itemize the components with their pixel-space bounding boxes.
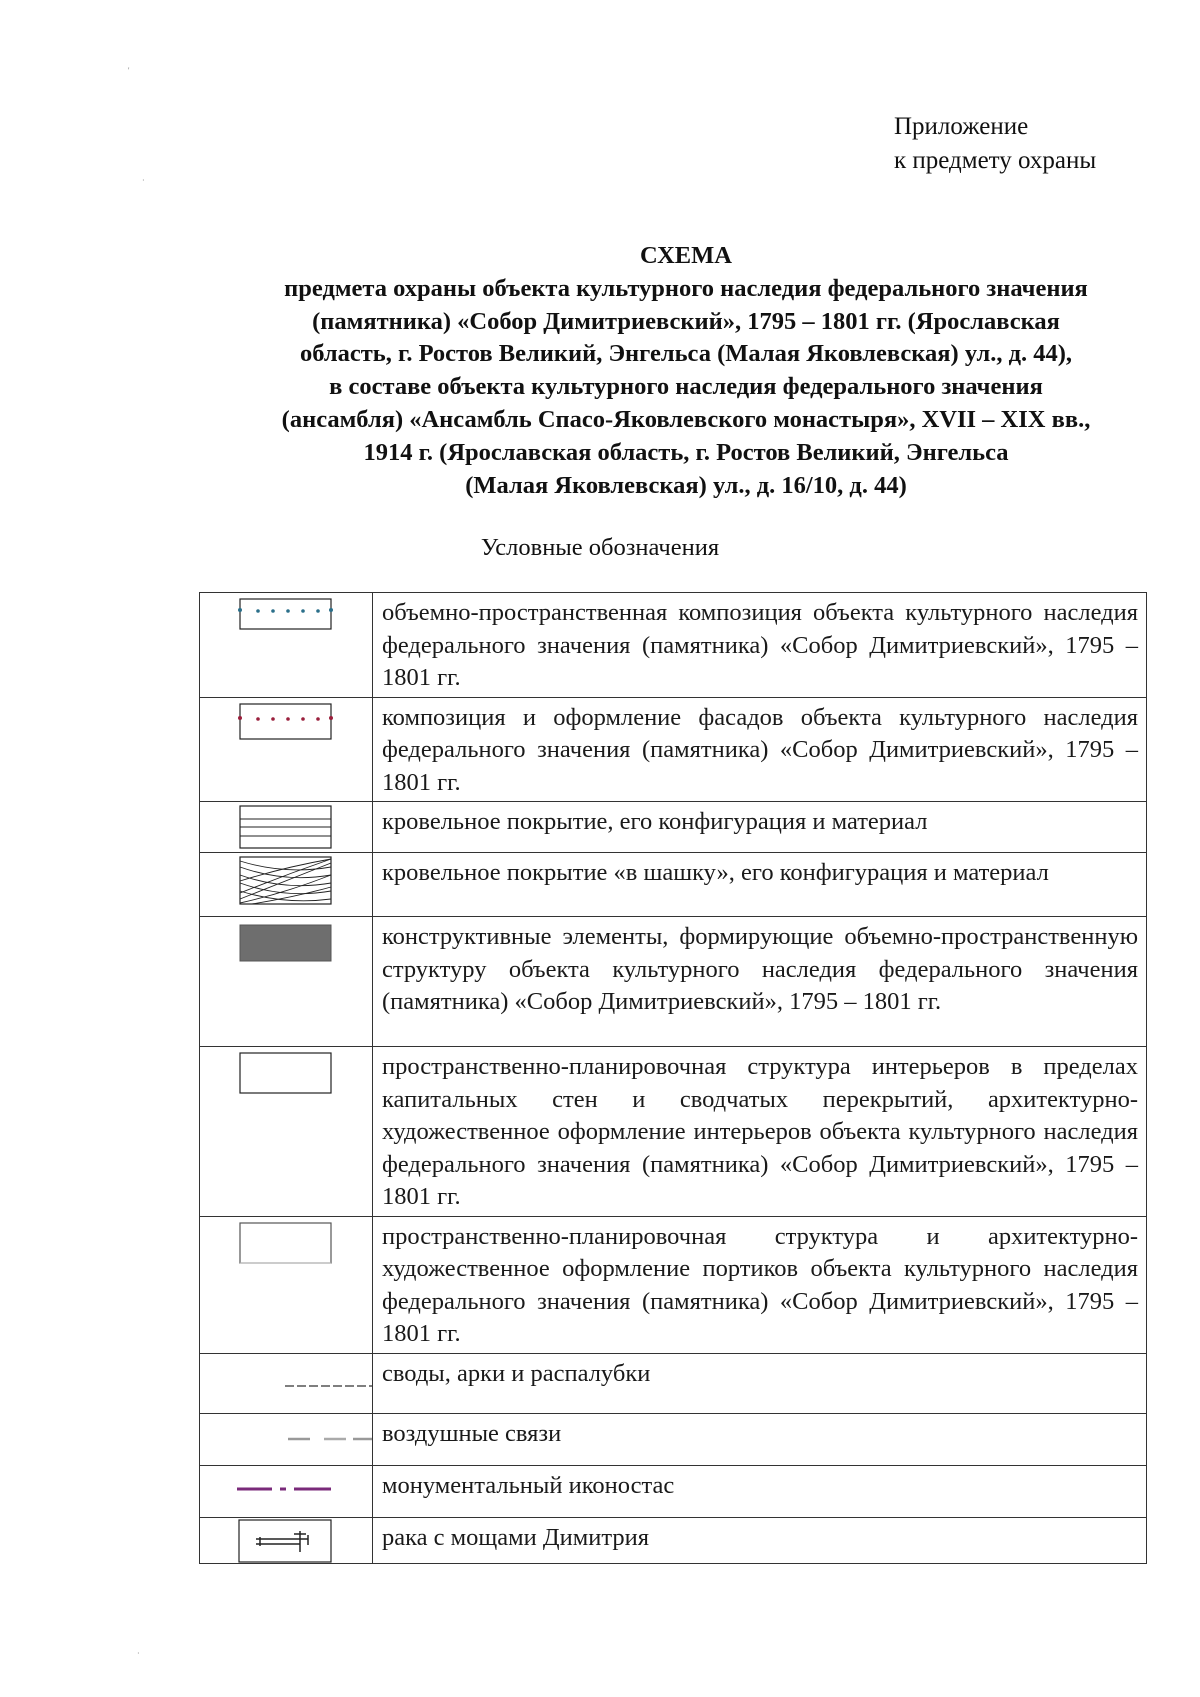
legend-symbol-cell [200, 1047, 373, 1217]
title-line: (памятника) «Собор Димитриевский», 1795 – 1801 гг. (Ярославская [312, 307, 1060, 335]
title-line: (Малая Яковлевская) ул., д. 16/10, д. 44) [465, 471, 907, 499]
title-line: в составе объекта культурного наследия федерального значения [329, 373, 1043, 401]
legend-symbol-cell [200, 1216, 373, 1353]
light-box-icon [200, 1217, 372, 1348]
title-line: 1914 г. (Ярославская область, г. Ростов Великий, Энгельса [363, 438, 1009, 466]
appendix-line-2: к предмету охраны [894, 147, 1097, 174]
legend-symbol-cell [200, 917, 373, 1047]
empty-box-icon [200, 1047, 372, 1209]
legend-row [200, 853, 1147, 917]
scan-speck: ' [128, 66, 130, 75]
legend-description: монументальный иконостас [373, 1465, 1147, 1517]
legend-symbol-cell [200, 853, 373, 917]
crosshatch-box-icon [200, 853, 372, 917]
legend-symbol-cell [200, 802, 373, 853]
horizontal-lines-box-icon [200, 802, 372, 853]
red-dotted-box-icon [200, 698, 372, 797]
document-title [170, 240, 1200, 502]
purple-dash-dot-line-icon [200, 1466, 372, 1518]
legend-symbol-cell [200, 1517, 373, 1563]
legend-table [199, 592, 1147, 1564]
legend-description: объемно-пространственная композиция объекта культурного наследия федерального значения (памятника) «Собор Димитриевский», 1795 – 1801 гг. [373, 593, 1147, 698]
dash-dot-gray-line-icon [200, 1414, 372, 1466]
legend-description: конструктивные элементы, формирующие объемно-пространственную структуру объекта культурного наследия федерального значения (памятника) «Собор Димитриевский», 1795 – 1801 гг. [373, 917, 1147, 1047]
reliquary-icon [200, 1518, 372, 1564]
title-line: область, г. Ростов Великий, Энгельса (Малая Яковлевская) ул., д. 44), [299, 340, 1073, 368]
legend-symbol-cell [200, 1413, 373, 1465]
appendix-note [894, 110, 1096, 178]
legend-row [200, 1047, 1147, 1217]
legend-description: кровельное покрытие «в шашку», его конфигурация и материал [373, 853, 1147, 917]
legend-row [200, 1413, 1147, 1465]
scan-speck: · [142, 176, 145, 185]
legend-description: рака с мощами Димитрия [373, 1517, 1147, 1563]
legend-symbol-cell [200, 593, 373, 698]
title-line: предмета охраны объекта культурного наследия федерального значения [284, 274, 1088, 302]
blue-dotted-box-icon [200, 593, 372, 690]
legend-symbol-cell [200, 1465, 373, 1517]
legend-row [200, 1353, 1147, 1413]
legend-caption: Условные обозначения [480, 534, 720, 561]
legend-row [200, 593, 1147, 698]
legend-row [200, 1517, 1147, 1563]
legend-row [200, 917, 1147, 1047]
gray-filled-box-icon [200, 917, 372, 1047]
legend-row [200, 697, 1147, 802]
scan-speck: · [137, 1649, 140, 1658]
appendix-line-1: Приложение [894, 113, 1029, 140]
legend-description: своды, арки и распалубки [373, 1353, 1147, 1413]
legend-row [200, 1465, 1147, 1517]
legend-description: воздушные связи [373, 1413, 1147, 1465]
legend-description: композиция и оформление фасадов объекта культурного наследия федерального значения (памятника) «Собор Димитриевский», 1795 – 1801 гг. [373, 697, 1147, 802]
legend-row [200, 802, 1147, 853]
dashed-line-icon [200, 1354, 372, 1414]
legend-description: пространственно-планировочная структура и архитектурно-художественное оформление портиков объекта культурного наследия федерального значения (памятника) «Собор Димитриевский», 1795 – 1801 гг. [373, 1216, 1147, 1353]
legend-row [200, 1216, 1147, 1353]
legend-description: пространственно-планировочная структура интерьеров в пределах капитальных стен и сводчатых перекрытий, архитектурно-художественное оформление интерьеров объекта культурного наследия федерального значения (памятника) «Собор Димитриевский», 1795 – 1801 гг. [373, 1047, 1147, 1217]
title-heading: СХЕМА [640, 242, 732, 269]
legend-symbol-cell [200, 1353, 373, 1413]
title-line: (ансамбля) «Ансамбль Спасо-Яковлевского монастыря», XVII – XIX вв., [281, 405, 1091, 433]
legend-symbol-cell [200, 697, 373, 802]
legend-description: кровельное покрытие, его конфигурация и материал [373, 802, 1147, 853]
